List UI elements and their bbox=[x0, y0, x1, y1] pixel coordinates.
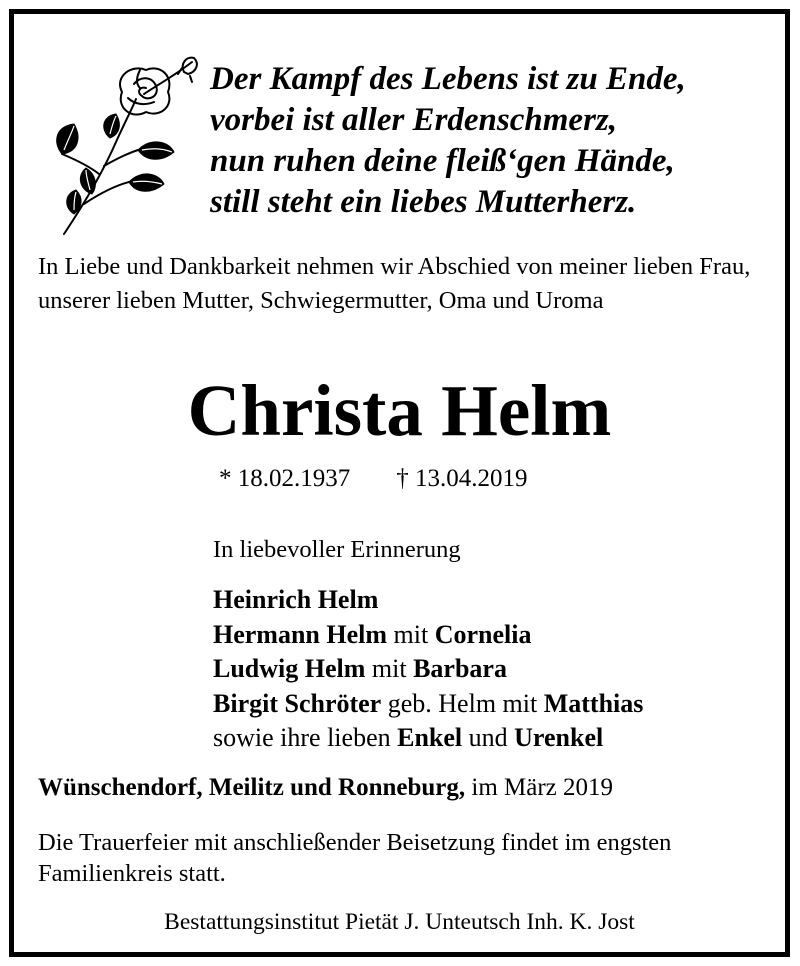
undertaker-line: Bestattungsinstitut Pietät J. Unteutsch Inh. K. Jost bbox=[164, 909, 635, 935]
family-joiner: und bbox=[462, 723, 515, 752]
great-grandchildren-label: Urenkel bbox=[514, 723, 604, 752]
family-list bbox=[213, 583, 643, 756]
family-member-name: Hermann Helm bbox=[213, 619, 388, 649]
place-names: Wünschendorf, Meilitz und Ronneburg, bbox=[38, 774, 466, 801]
family-joiner: mit bbox=[387, 619, 435, 649]
intro-text: In Liebe und Dankbarkeit nehmen wir Abschied von meiner lieben Frau, unserer lieben Mutter, Schwiegermutter, Oma und Uroma bbox=[38, 253, 751, 314]
family-member-name: Heinrich Helm bbox=[213, 585, 379, 614]
family-joiner: geb. Helm mit bbox=[381, 688, 544, 718]
death-date: † 13.04.2019 bbox=[396, 465, 528, 492]
poem-line: Der Kampf des Lebens ist zu Ende, bbox=[210, 61, 686, 97]
family-partner-name: Cornelia bbox=[434, 619, 532, 649]
family-joiner: sowie ihre lieben bbox=[213, 723, 398, 752]
family-line bbox=[213, 687, 643, 722]
family-line bbox=[213, 721, 643, 756]
place-date: im März 2019 bbox=[465, 774, 614, 801]
birth-date: * 18.02.1937 bbox=[219, 465, 351, 492]
place-date-line bbox=[38, 772, 613, 804]
family-member-name: Birgit Schröter bbox=[213, 688, 382, 718]
poem bbox=[210, 59, 686, 223]
funeral-notice: Die Trauerfeier mit anschließender Beisetzung findet im engsten Familienkreis statt. bbox=[38, 829, 672, 887]
grandchildren-label: Enkel bbox=[397, 723, 463, 752]
deceased-name: Christa Helm bbox=[187, 370, 612, 451]
life-dates bbox=[219, 463, 528, 495]
poem-line: nun ruhen deine fleiß‘gen Hände, bbox=[210, 143, 675, 179]
family-line bbox=[213, 583, 643, 618]
family-line bbox=[213, 618, 643, 653]
family-member-name: Ludwig Helm bbox=[213, 654, 366, 683]
obituary-notice bbox=[9, 9, 790, 957]
memory-line: In liebevoller Erinnerung bbox=[213, 536, 461, 563]
family-joiner: mit bbox=[365, 654, 414, 683]
rose-icon bbox=[44, 54, 204, 239]
family-partner-name: Barbara bbox=[413, 654, 507, 683]
family-line bbox=[213, 652, 643, 687]
family-partner-name: Matthias bbox=[543, 688, 644, 718]
poem-line: still steht ein liebes Mutterherz. bbox=[210, 184, 637, 220]
poem-line: vorbei ist aller Erdenschmerz, bbox=[210, 102, 618, 138]
